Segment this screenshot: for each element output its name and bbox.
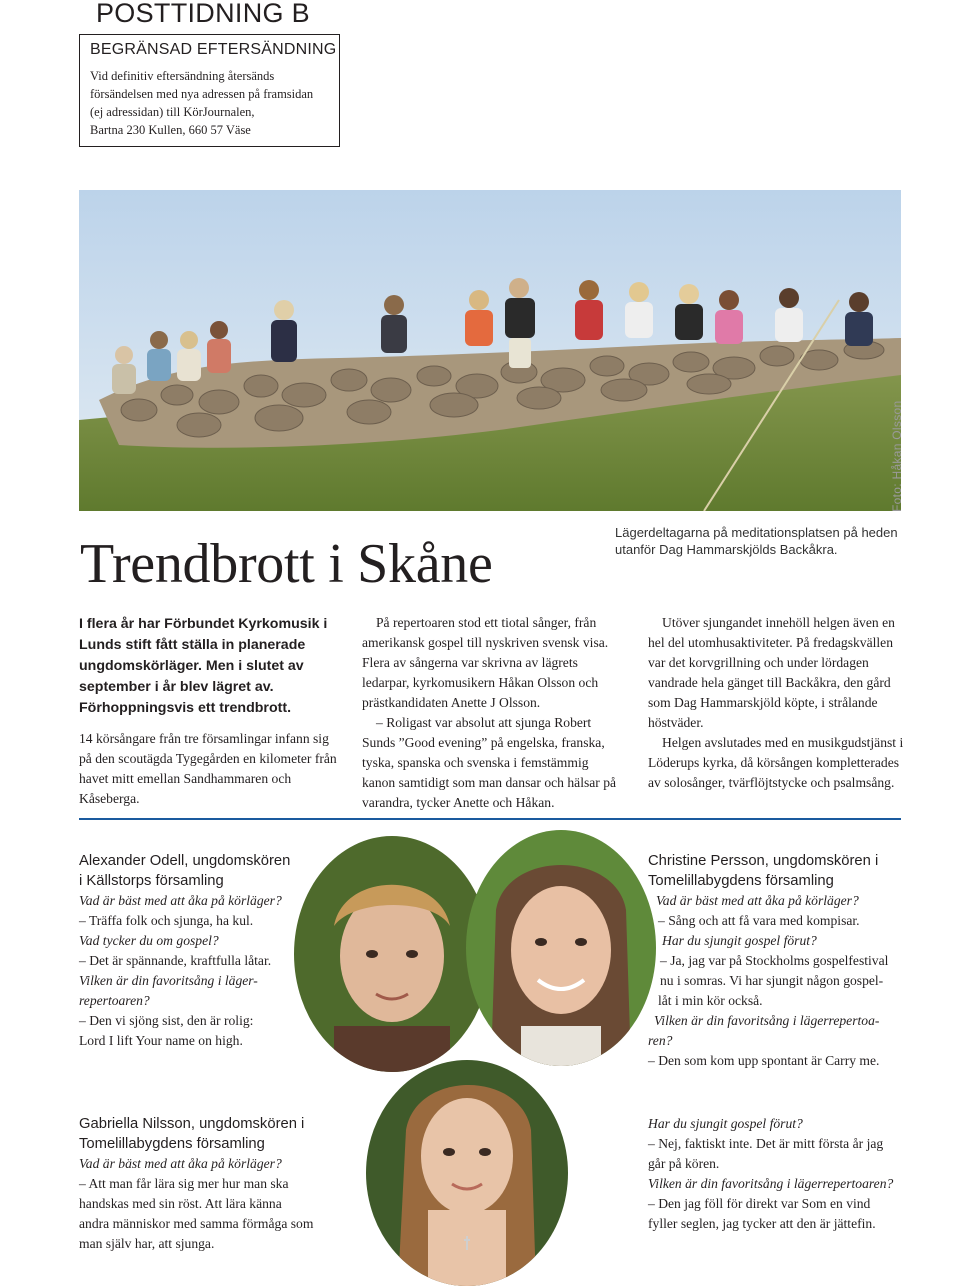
interview-answer: andra människor med samma förmåga som xyxy=(79,1216,314,1231)
portrait-christine xyxy=(466,830,656,1066)
interview-name xyxy=(79,1114,341,1154)
photo-caption: Lägerdeltagarna på meditationsplatsen på heden utanför Dag Hammarskjölds Backåkra. xyxy=(615,525,898,557)
interview-body xyxy=(79,891,314,1051)
postal-line: (ej adressidan) till KörJournalen, xyxy=(90,105,255,119)
interview-name-line: i Källstorps församling xyxy=(79,873,224,889)
portrait-gabriella xyxy=(366,1060,568,1286)
interview-question: Vilken är din favoritsång i lägerrepertoaren? xyxy=(648,1176,894,1191)
article-paragraph: 14 körsångare från tre församlingar infann sig på den scoutägda Tygegården en kilometer från havet mitt emellan Sandhammaren och Kåseberga. xyxy=(79,731,337,806)
interview-answer: man själv har, att sjunga. xyxy=(79,1236,215,1251)
interview-answer: – Träffa folk och sjunga, ha kul. xyxy=(79,913,254,928)
interview-answer: handskas med sin röst. Att lära känna xyxy=(79,1196,282,1211)
interview-answer: – Det är spännande, kraftfulla låtar. xyxy=(79,953,272,968)
interview-answer: – Den som kom upp spontant är Carry me. xyxy=(648,1053,880,1068)
postal-return-box xyxy=(79,34,340,147)
article-column-1 xyxy=(79,729,337,809)
interview-answer: Lord I lift Your name on high. xyxy=(79,1033,243,1048)
interview-name-line: Christine Persson, ungdomskören i xyxy=(648,853,879,869)
portrait-alexander-image xyxy=(294,836,490,1072)
interview-name-line: Gabriella Nilsson, ungdomskören i xyxy=(79,1116,305,1132)
article-column-2 xyxy=(362,613,620,813)
article-headline: Trendbrott i Skåne xyxy=(80,533,493,595)
interview-body xyxy=(79,1154,341,1254)
interview-answer: går på kören. xyxy=(648,1156,720,1171)
posttidning-title: POSTTIDNING B xyxy=(96,0,310,28)
postal-line: Vid definitiv eftersändning återsänds xyxy=(90,69,275,83)
interview-answer: – Sång och att få vara med kompisar. xyxy=(658,913,860,928)
interview-christine xyxy=(648,851,910,1071)
interview-name-line: Tomelillabygdens församling xyxy=(648,873,834,889)
group-photo xyxy=(79,190,901,511)
interview-gabriella xyxy=(79,1114,341,1254)
article-paragraph: På repertoaren stod ett tiotal sånger, från amerikansk gospel till nyskriven svensk visa. Flera av sångerna var skrivna av lägrets ledarpar, kyrkomusikern Håkan Olsson och prästkandidaten Anette J Olsson. xyxy=(362,615,609,710)
interview-answer: – Den jag föll för direkt var Som en vind xyxy=(648,1196,871,1211)
article-paragraph: – Roligast var absolut att sjunga Robert Sunds ”Good evening” på engelska, franska, tyska, spanska och svenska i femstämmig kanon samtidigt som man dansar och hälsar på varandra, tycker Anette och Håkan. xyxy=(362,715,617,810)
portrait-christine-image xyxy=(466,830,656,1066)
interview-question: Vad är bäst med att åka på körläger? xyxy=(79,893,282,908)
group-photo-illustration xyxy=(79,190,901,511)
article-lead: I flera år har Förbundet Kyrkomusik i Lunds stift fått ställa in planerade ungdomskörläger. Men i slutet av september i år blev lägret av. Förhoppningsvis ett trendbrott. xyxy=(79,616,328,716)
interview-answer: – Ja, jag var på Stockholms gospelfestival xyxy=(660,953,889,968)
interview-alexander xyxy=(79,851,314,1051)
interview-question: ren? xyxy=(648,1033,673,1048)
article-paragraph: Helgen avslutades med en musikgudstjänst i Löderups kyrka, då körsången kompletterades av solosånger, tvärflöjtstycke och psalmsång. xyxy=(648,735,904,790)
postal-box-title: BEGRÄNSAD EFTERSÄNDNING xyxy=(90,41,337,58)
interview-question: Vad är bäst med att åka på körläger? xyxy=(656,893,859,908)
article-paragraph: Utöver sjungandet innehöll helgen även en hel del utomhusaktiviteter. På fredagskvällen var det korvgrillning och under lördagen vandrade hela gänget till Backåkra, den gård som Dag Hammarskjöld köpte, i strålande höstväder. xyxy=(648,615,895,730)
interview-answer: – Den vi sjöng sist, den är rolig: xyxy=(79,1013,254,1028)
interview-question: Vilken är din favoritsång i lägerrepertoa- xyxy=(654,1013,880,1028)
photo-credit: Foto: Håkan Olsson xyxy=(890,400,904,512)
interview-name-line: Alexander Odell, ungdomskören xyxy=(79,853,291,869)
interview-answer: fyller seglen, jag tycker att den är jättefin. xyxy=(648,1216,876,1231)
interview-gabriella-continued xyxy=(648,1114,910,1234)
interview-question: Vilken är din favoritsång i läger- xyxy=(79,973,258,988)
interview-name xyxy=(648,851,910,891)
interview-name-line: Tomelillabygdens församling xyxy=(79,1136,265,1152)
article-column-3 xyxy=(648,613,910,793)
portrait-gabriella-image xyxy=(366,1060,568,1286)
interview-question: Vad är bäst med att åka på körläger? xyxy=(79,1156,282,1171)
portrait-alexander xyxy=(294,836,490,1072)
interview-question: Har du sjungit gospel förut? xyxy=(662,933,817,948)
interview-body xyxy=(648,891,910,1071)
postal-box-text xyxy=(90,67,330,139)
interview-question: Har du sjungit gospel förut? xyxy=(648,1116,803,1131)
interview-answer: nu i somras. Vi har sjungit någon gospel- xyxy=(660,973,884,988)
interview-name xyxy=(79,851,314,891)
interview-question: repertoaren? xyxy=(79,993,150,1008)
interview-answer: – Nej, faktiskt inte. Det är mitt första år jag xyxy=(648,1136,884,1151)
section-divider xyxy=(79,818,901,820)
postal-line: försändelsen med nya adressen på framsidan xyxy=(90,87,314,101)
interview-answer: – Att man får lära sig mer hur man ska xyxy=(79,1176,289,1191)
interview-question: Vad tycker du om gospel? xyxy=(79,933,219,948)
postal-line: Bartna 230 Kullen, 660 57 Väse xyxy=(90,123,251,137)
interview-answer: låt i min kör också. xyxy=(658,993,763,1008)
